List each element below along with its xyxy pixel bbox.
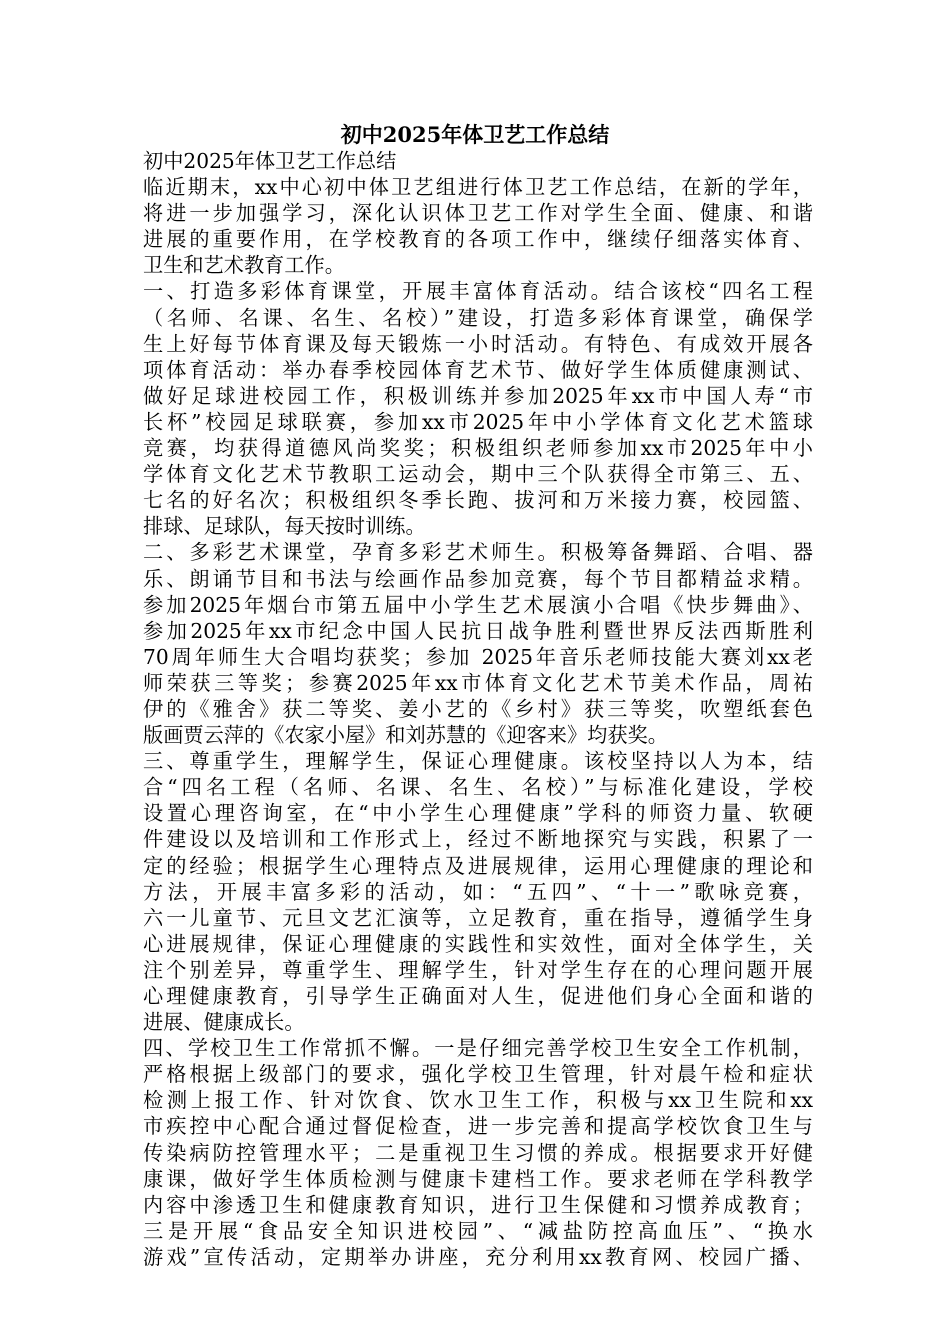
- document-line: 检测上报工作、针对饮食、饮水卫生工作，积极与xx卫生院和xx: [143, 1088, 813, 1113]
- document-line: 竞赛，均获得道德风尚奖奖；积极组织老师参加xx市2025年中小: [143, 436, 813, 461]
- document-line: 伊的《雅舍》获二等奖、姜小艺的《乡村》获三等奖，吹塑纸套色: [143, 696, 813, 721]
- document-line: 市疾控中心配合通过督促检查，进一步完善和提高学校饮食卫生与: [143, 1114, 813, 1139]
- document-line: 三、尊重学生，理解学生，保证心理健康。该校坚持以人为本，结: [143, 749, 813, 774]
- document-line: 生上好每节体育课及每天锻炼一小时活动。有特色、有成效开展各: [143, 331, 813, 356]
- document-line: 游戏”宣传活动，定期举办讲座，充分利用xx教育网、校园广播、: [143, 1244, 813, 1269]
- document-line: 心进展规律，保证心理健康的实践性和实效性，面对全体学生，关: [143, 931, 813, 956]
- document-line: 合“四名工程（名师、名课、名生、名校）”与标准化建设，学校: [143, 775, 813, 800]
- document-title: 初中2025年体卫艺工作总结: [340, 122, 610, 147]
- document-line: （名师、名课、名生、名校）”建设，打造多彩体育课堂，确保学: [143, 305, 813, 330]
- document-line: 定的经验；根据学生心理特点及进展规律，运用心理健康的理论和: [143, 853, 813, 878]
- document-line: 传染病防控管理水平；二是重视卫生习惯的养成。根据要求开好健: [143, 1140, 813, 1165]
- document-line: 三是开展“食品安全知识进校园”、“减盐防控高血压”、“换水: [143, 1218, 813, 1243]
- document-line: 康课，做好学生体质检测与健康卡建档工作。要求老师在学科教学: [143, 1166, 813, 1191]
- document-line: 临近期末，xx中心初中体卫艺组进行体卫艺工作总结，在新的学年，: [143, 175, 813, 200]
- document-line: 件建设以及培训和工作形式上，经过不断地探究与实践，积累了一: [143, 827, 813, 852]
- document-line: 卫生和艺术教育工作。: [143, 253, 345, 278]
- document-line: 排球、足球队，每天按时训练。: [143, 514, 426, 539]
- document-line: 做好足球进校园工作，积极训练并参加2025年xx市中国人寿“市: [143, 383, 813, 408]
- document-line: 方法，开展丰富多彩的活动，如：“五四”、“十一”歌咏竞赛，: [143, 879, 813, 904]
- document-line: 师荣获三等奖；参赛2025年xx市体育文化艺术节美术作品，周祐: [143, 670, 813, 695]
- document-line: 四、学校卫生工作常抓不懈。一是仔细完善学校卫生安全工作机制，: [143, 1036, 813, 1061]
- document-line: 项体育活动：举办春季校园体育艺术节、做好学生体质健康测试、: [143, 357, 813, 382]
- document-line: 版画贾云萍的《农家小屋》和刘苏慧的《迎客来》均获奖。: [143, 723, 668, 748]
- document-body: [143, 148, 813, 1270]
- document-line: 设置心理咨询室，在“中小学生心理健康”学科的师资力量、软硬: [143, 801, 813, 826]
- document-line: 七名的好名次；积极组织冬季长跑、拔河和万米接力赛，校园篮、: [143, 488, 813, 513]
- document-line: 参加2025年烟台市第五届中小学生艺术展演小合唱《快步舞曲》、: [143, 592, 813, 617]
- document-line: 学体育文化艺术节教职工运动会，期中三个队获得全市第三、五、: [143, 462, 813, 487]
- document-line: 六一儿童节、元旦文艺汇演等，立足教育，重在指导，遵循学生身: [143, 905, 813, 930]
- document-line: 70周年师生大合唱均获奖；参加 2025年音乐老师技能大赛刘xx老: [143, 644, 813, 669]
- document-line: 长杯”校园足球联赛，参加xx市2025年中小学体育文化艺术篮球: [143, 409, 813, 434]
- document-line: 心理健康教育，引导学生正确面对人生，促进他们身心全面和谐的: [143, 984, 813, 1008]
- document-line: 进展的重要作用，在学校教育的各项工作中，继续仔细落实体育、: [143, 227, 813, 252]
- document-line: 乐、朗诵节目和书法与绘画作品参加竞赛，每个节目都精益求精。: [143, 566, 813, 591]
- document-line: 初中2025年体卫艺工作总结: [143, 149, 397, 173]
- document-line: 将进一步加强学习，深化认识体卫艺工作对学生全面、健康、和谐: [143, 201, 813, 226]
- document-line: 二、多彩艺术课堂，孕育多彩艺术师生。积极筹备舞蹈、合唱、器: [143, 540, 813, 565]
- document-line: 参加2025年xx市纪念中国人民抗日战争胜利暨世界反法西斯胜利: [143, 618, 813, 643]
- document-line: 内容中渗透卫生和健康教育知识，进行卫生保健和习惯养成教育；: [143, 1192, 813, 1217]
- document-line: 严格根据上级部门的要求，强化学校卫生管理，针对晨午检和症状: [143, 1062, 813, 1087]
- document-line: 注个别差异，尊重学生、理解学生，针对学生存在的心理问题开展: [143, 957, 813, 982]
- document-line: 一、打造多彩体育课堂，开展丰富体育活动。结合该校“四名工程: [143, 279, 813, 304]
- document-line: 进展、健康成长。: [143, 1010, 305, 1035]
